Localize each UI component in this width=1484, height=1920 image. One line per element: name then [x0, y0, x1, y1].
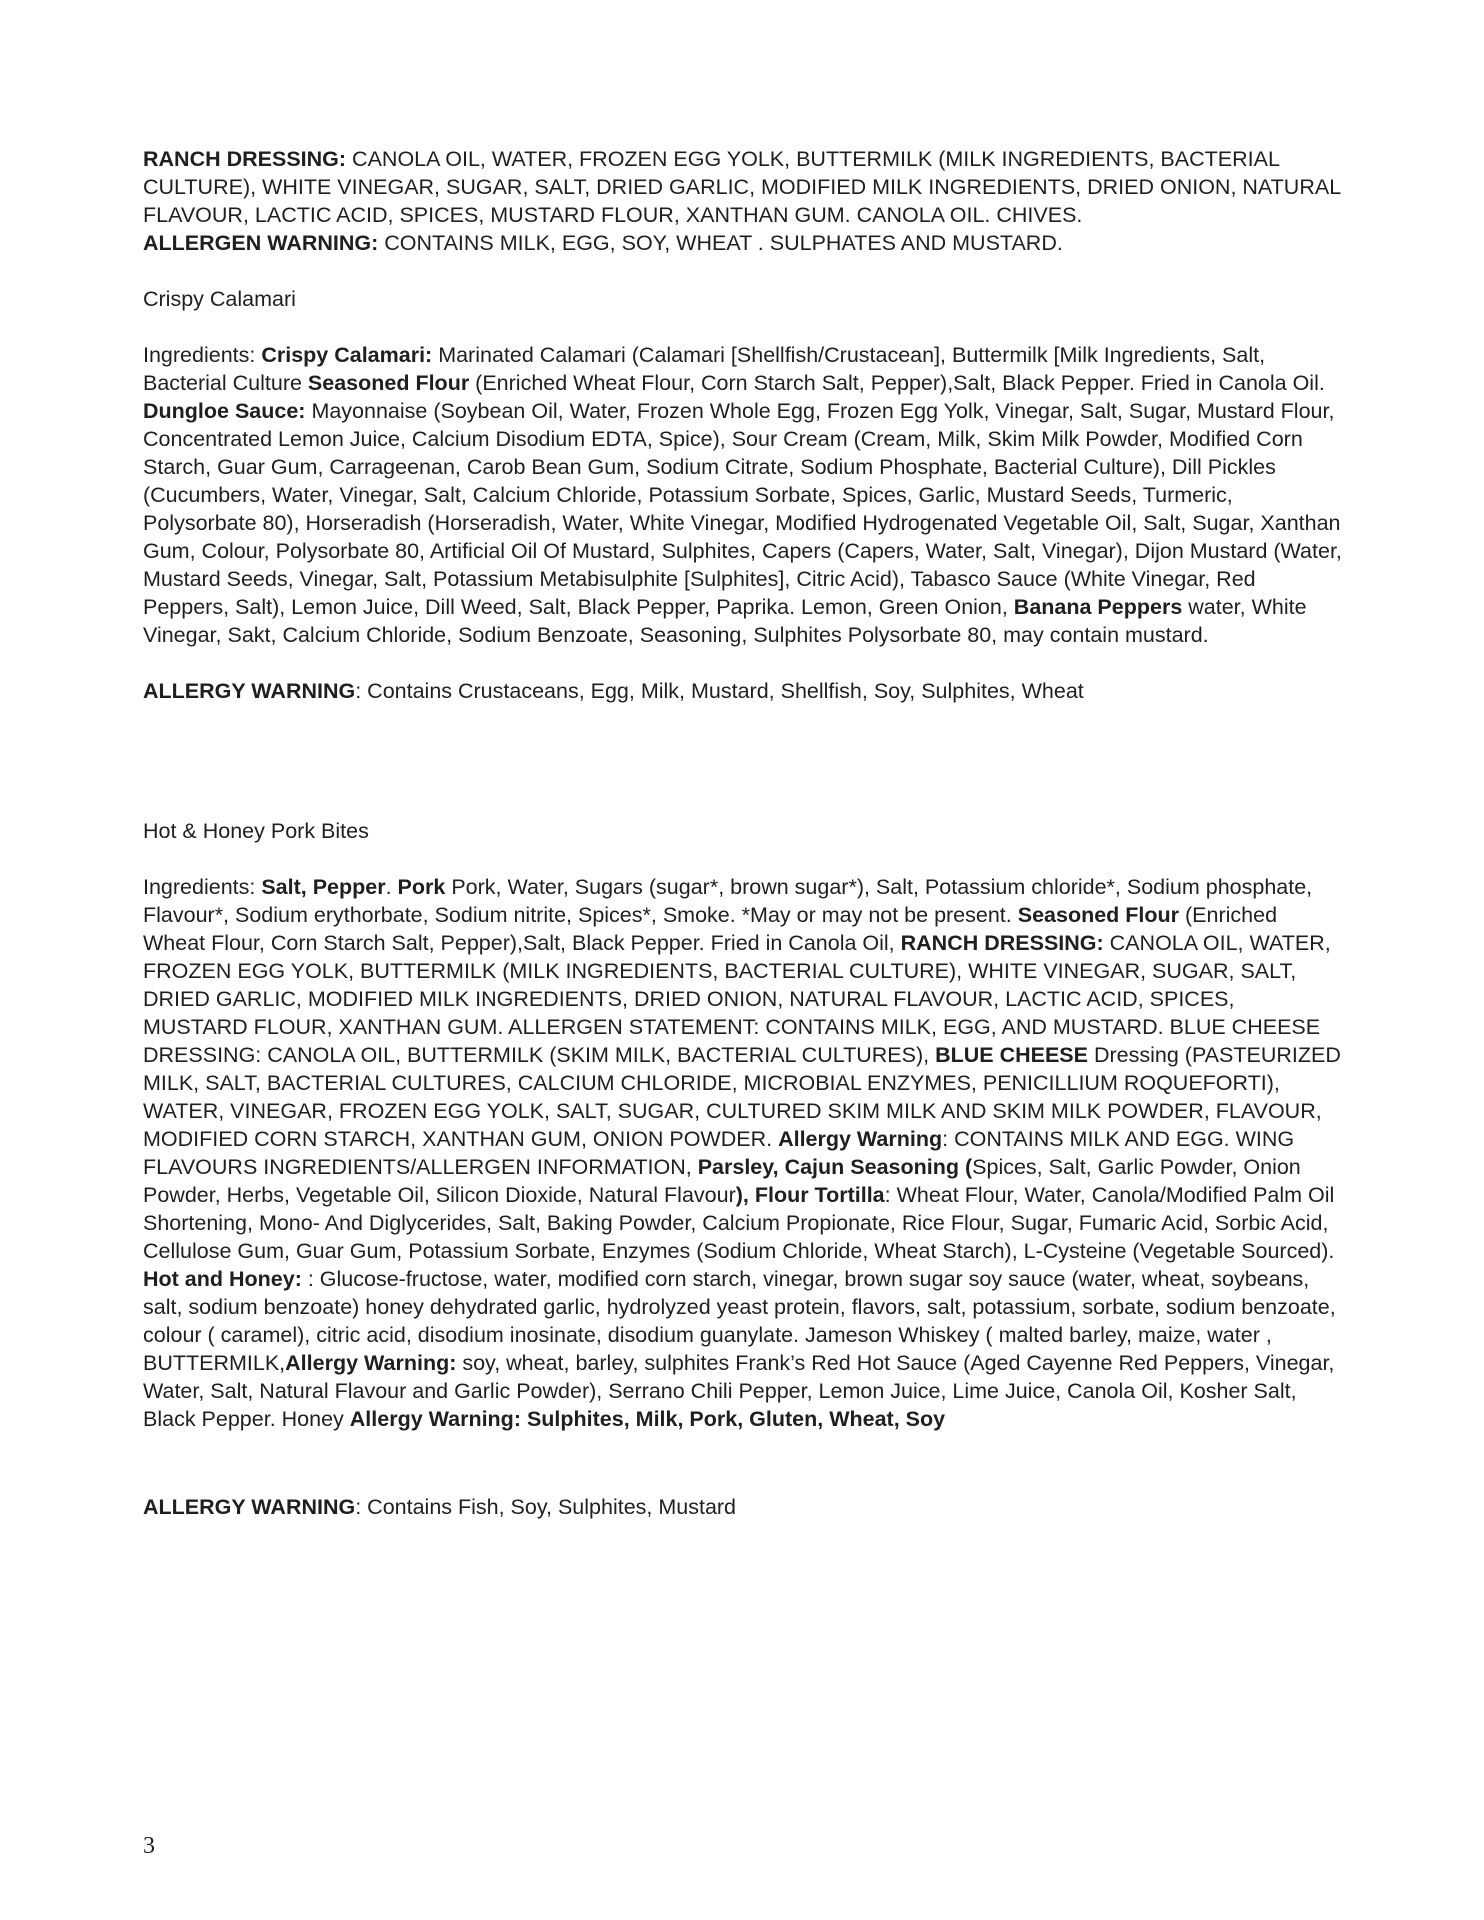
bold-text-run: Pork: [397, 875, 446, 899]
text-run: (Enriched Wheat Flour, Corn Starch Salt, Pepper),Salt, Black Pepper. Fried in Canola Oil.: [469, 371, 1325, 395]
bold-text-run: Parsley,: [697, 1155, 779, 1179]
bold-text-run: RANCH DRESSING:: [900, 931, 1104, 955]
text-run: Ingredients:: [143, 343, 262, 367]
page-number: 3: [143, 1833, 155, 1859]
crispy-calamari-ingredients-paragraph: [143, 341, 1344, 649]
text-run: Pork, Water, Sugars (sugar*, brown sugar*), Salt, Potassium chloride*, Sodium phosphate, Flavour*, Sodium erythorbate, Sodium nitrite, Spices*, Smoke. *May or may not be present.: [143, 875, 1313, 927]
text-run: water, White Vinegar, Sakt, Calcium Chloride, Sodium Benzoate, Seasoning, Sulphites Polysorbate 80, may contain mustard.: [143, 595, 1307, 647]
section-heading-hot-honey-pork-bites: Hot & Honey Pork Bites: [143, 819, 369, 843]
bold-text-run: ALLERGEN WARNING:: [143, 231, 379, 255]
bold-text-run: Dungloe Sauce:: [143, 399, 306, 423]
bold-text-run: Seasoned Flour: [307, 371, 470, 395]
section-heading-crispy-calamari: Crispy Calamari: [143, 287, 296, 311]
text-run: Dressing (PASTEURIZED MILK, SALT, BACTERIAL CULTURES, CALCIUM CHLORIDE, MICROBIAL ENZYMES, PENICILLIUM ROQUEFORTI), WATER, VINEGAR, FROZEN EGG YOLK, SALT, SUGAR, CULTURED SKIM MILK AND SKIM MILK POWDER, FLAVOUR, MODIFIED CORN STARCH, XANTHAN GUM, ONION POWDER.: [143, 1043, 1341, 1151]
text-run: CANOLA OIL, WATER, FROZEN EGG YOLK, BUTTERMILK (MILK INGREDIENTS, BACTERIAL CULTURE), WHITE VINEGAR, SUGAR, SALT, DRIED GARLIC, MODIFIED MILK INGREDIENTS, DRIED ONION, NATURAL FLAVOUR, LACTIC ACID, SPICES, MUSTARD FLOUR, XANTHAN GUM. CANOLA OIL. CHIVES.: [143, 147, 1341, 227]
text-run: Mayonnaise (Soybean Oil, Water, Frozen Whole Egg, Frozen Egg Yolk, Vinegar, Salt, Sugar, Mustard Flour, Concentrated Lemon Juice, Calcium Disodium EDTA, Spice), Sour Cream (Cream, Milk, Skim Milk Powder, Modified Corn Starch, Guar Gum, Carrageenan, Carob Bean Gum, Sodium Citrate, Sodium Phosphate, Bacterial Culture), Dill Pickles (Cucumbers, Water, Vinegar, Salt, Calcium Chloride, Potassium Sorbate, Spices, Garlic, Mustard Seeds, Turmeric, Polysorbate 80), Horseradish (Horseradish, Water, White Vinegar, Modified Hydrogenated Vegetable Oil, Salt, Sugar, Xanthan Gum, Colour, Polysorbate 80, Artificial Oil Of Mustard, Sulphites, Capers (Capers, Water, Salt, Vinegar), Dijon Mustard (Water, Mustard Seeds, Vinegar, Salt, Potassium Metabisulphite [Sulphites], Citric Acid), Tabasco Sauce (White Vinegar, Red Peppers, Salt), Lemon Juice, Dill Weed, Salt, Black Pepper, Paprika. Lemon, Green Onion,: [143, 399, 1342, 619]
bold-text-run: Allergy Warning: Sulphites, Milk, Pork, Gluten, Wheat, Soy: [349, 1407, 946, 1431]
bold-text-run: ), Flour Tortilla: [735, 1183, 885, 1207]
bold-text-run: Crispy Calamari:: [261, 343, 433, 367]
bold-text-run: Salt, Pepper: [261, 875, 386, 899]
text-run: : Contains Crustaceans, Egg, Milk, Mustard, Shellfish, Soy, Sulphites, Wheat: [355, 679, 1084, 703]
text-run: Spices, Salt, Garlic Powder, Onion Powder, Herbs, Vegetable Oil, Silicon Dioxide, Natural Flavour: [143, 1155, 1301, 1207]
bold-text-run: ALLERGY WARNING: [143, 1495, 356, 1519]
text-run: : Glucose-fructose, water, modified corn starch, vinegar, brown sugar soy sauce (water, wheat, soybeans, salt, sodium benzoate) honey dehydrated garlic, hydrolyzed yeast protein, flavors, salt, potassium, sorbate, sodium benzoate, colour ( caramel), citric acid, disodium inosinate, disodium guanylate. Jameson Whiskey ( malted barley, maize, water , BUTTERMILK,: [143, 1267, 1336, 1375]
calamari-allergy-warning-line: [143, 677, 1344, 705]
pork-allergy-warning-line: [143, 1493, 1344, 1521]
ranch-allergen-warning-line: [143, 229, 1344, 257]
text-run: : Wheat Flour, Water, Canola/Modified Palm Oil Shortening, Mono- And Diglycerides, Salt, Baking Powder, Calcium Propionate, Rice Flour, Sugar, Fumaric Acid, Sorbic Acid, Cellulose Gum, Guar Gum, Potassium Sorbate, Enzymes (Sodium Chloride, Wheat Starch), L-Cysteine (Vegetable Sourced).: [143, 1183, 1335, 1263]
text-run: CANOLA OIL, WATER, FROZEN EGG YOLK, BUTTERMILK (MILK INGREDIENTS, BACTERIAL CULTURE), WHITE VINEGAR, SUGAR, SALT, DRIED GARLIC, MODIFIED MILK INGREDIENTS, DRIED ONION, NATURAL FLAVOUR, LACTIC ACID, SPICES, MUSTARD FLOUR, XANTHAN GUM. ALLERGEN STATEMENT: CONTAINS MILK, EGG, AND MUSTARD. BLUE CHEESE DRESSING: CANOLA OIL, BUTTERMILK (SKIM MILK, BACTERIAL CULTURES),: [143, 931, 1331, 1067]
text-run: .: [385, 875, 398, 899]
bold-text-run: Banana Peppers: [1013, 595, 1183, 619]
ranch-dressing-ingredients-paragraph: [143, 145, 1344, 229]
text-run: (Enriched Wheat Flour, Corn Starch Salt, Pepper),Salt, Black Pepper. Fried in Canola Oil,: [143, 903, 1278, 955]
text-run: : Contains Fish, Soy, Sulphites, Mustard: [355, 1495, 737, 1519]
bold-text-run: Hot and Honey:: [143, 1267, 302, 1291]
bold-text-run: RANCH DRESSING:: [143, 147, 347, 171]
bold-text-run: Allergy Warning:: [285, 1351, 457, 1375]
bold-text-run: Allergy Warning: [778, 1127, 943, 1151]
text-run: CONTAINS MILK, EGG, SOY, WHEAT . SULPHATES AND MUSTARD.: [378, 231, 1063, 255]
bold-text-run: ALLERGY WARNING: [143, 679, 356, 703]
text-run: : CONTAINS MILK AND EGG. WING FLAVOURS INGREDIENTS/ALLERGEN INFORMATION,: [143, 1127, 1295, 1179]
text-run: Ingredients:: [143, 875, 262, 899]
text-run: Marinated Calamari (Calamari [Shellfish/Crustacean], Buttermilk [Milk Ingredients, Salt, Bacterial Culture: [143, 343, 1266, 395]
bold-text-run: Seasoned Flour: [1017, 903, 1180, 927]
bold-text-run: BLUE CHEESE: [935, 1043, 1088, 1067]
text-run: soy, wheat, barley, sulphites Frank’s Red Hot Sauce (Aged Cayenne Red Peppers, Vinegar, Water, Salt, Natural Flavour and Garlic Powder), Serrano Chili Pepper, Lemon Juice, Lime Juice, Canola Oil, Kosher Salt, Black Pepper. Honey: [143, 1351, 1335, 1431]
bold-text-run: Cajun Seasoning (: [784, 1155, 973, 1179]
pork-bites-ingredients-paragraph: [143, 873, 1344, 1433]
